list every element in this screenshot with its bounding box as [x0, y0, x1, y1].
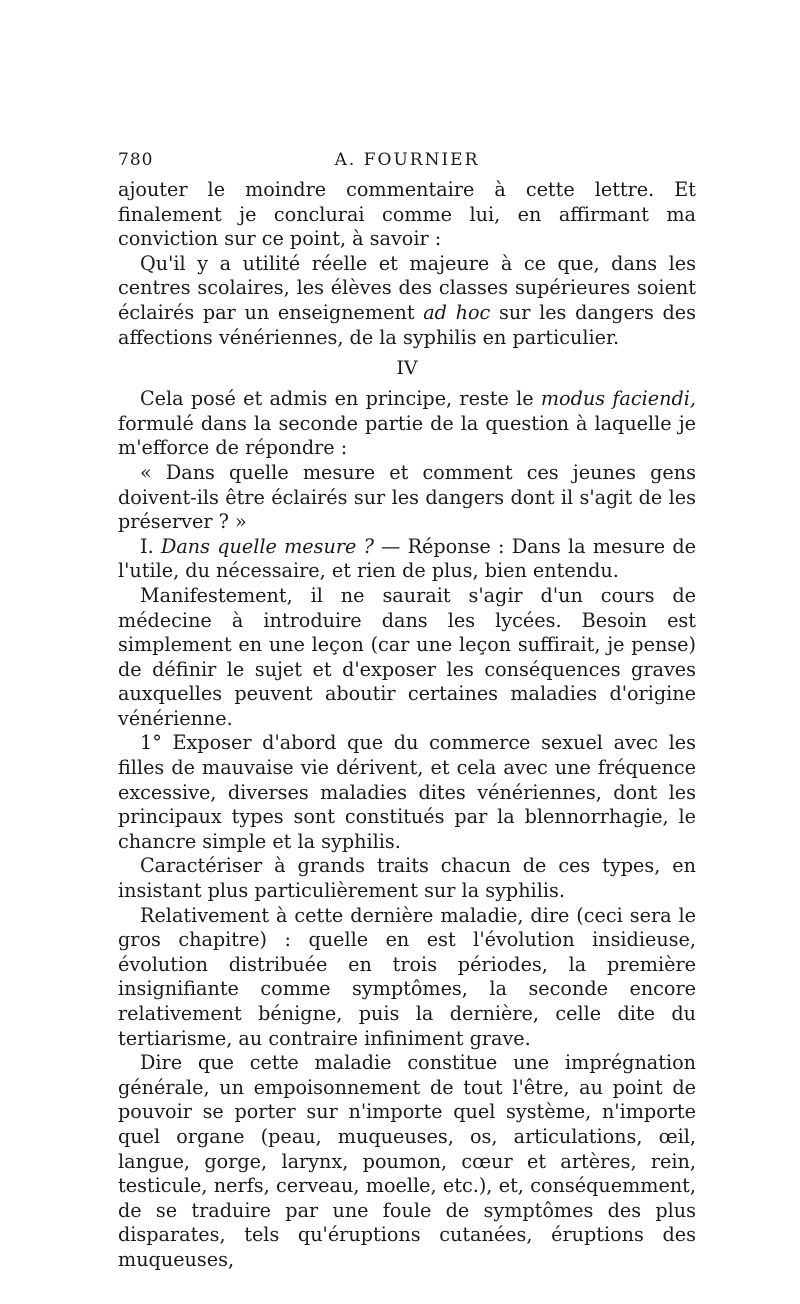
paragraph: « Dans quelle mesure et comment ces jeunes gens doivent-ils être éclairés sur les dangers dont il s'agit de les préserver ? » [118, 460, 696, 534]
text-run: Qu'il y a utilité réelle et majeure à ce que, dans les centres scolaires, les élèves des classes supérieures soient éclairés par un enseignement [118, 251, 696, 324]
paragraph: Manifestement, il ne saurait s'agir d'un cours de médecine à introduire dans les lycées. Besoin est simplement en une leçon (car une leçon suffirait, je pense) de définir le sujet et d'exposer les conséquences graves auxquelles peuvent aboutir certaines maladies d'origine vénérienne. [118, 583, 696, 730]
paragraph [118, 252, 696, 350]
paragraph: ajouter le moindre commentaire à cette lettre. Et finalement je conclurai comme lui, en affirmant ma conviction sur ce point, à savoir : [118, 178, 696, 251]
section-heading: IV [396, 357, 418, 380]
paragraph: Dire que cette maladie constitue une imprégnation générale, un empoisonnement de tout l'être, au point de pouvoir se porter sur n'importe quel système, n'importe quel organe (peau, muqueuses, os, articulations, œil, langue, gorge, larynx, poumon, cœur et artères, rein, testicule, nerfs, cerveau, moelle, etc.), et, conséquemment, de se traduire par une foule de symptômes des plus disparates, tels qu'éruptions cutanées, éruptions des muqueuses, [118, 1051, 696, 1271]
paragraph [118, 535, 696, 584]
page-header [118, 150, 696, 178]
paragraph: Relativement à cette dernière maladie, dire (ceci sera le gros chapitre) : quelle en est l'évolution insidieuse, évolution distribuée en trois périodes, la première insignifiante comme symptômes, la seconde encore relativement bénigne, puis la dernière, celle dite du tertiarisme, au contraire infiniment grave. [118, 903, 696, 1050]
page-number: 780 [118, 150, 154, 170]
text-run: Cela posé et admis en principe, reste le [140, 387, 541, 411]
text-run: — Réponse : Dans la mesure de l'utile, du nécessaire, et rien de plus, bien entendu. [118, 534, 696, 583]
paragraph [118, 387, 696, 461]
italic-text: ad hoc [423, 300, 491, 324]
book-page [118, 150, 696, 1273]
text-run: I. [140, 534, 161, 558]
body-text [118, 178, 696, 1273]
paragraph: Caractériser à grands traits chacun de ces types, en insistant plus particulièrement sur la syphilis. [118, 854, 696, 903]
running-head: A. FOURNIER [334, 150, 480, 170]
text-run: formulé dans la seconde partie de la question à laquelle je m'efforce de répondre : [118, 411, 696, 460]
italic-text: Dans quelle mesure ? [160, 534, 374, 558]
text-run: sur les dangers des affections vénériennes, de la syphilis en particulier. [118, 300, 697, 349]
paragraph: 1° Exposer d'abord que du commerce sexuel avec les filles de mauvaise vie dérivent, et cela avec une fréquence excessive, diverses maladies dites vénériennes, dont les principaux types sont constitués par la blennorrhagie, le chancre simple et la syphilis. [118, 731, 696, 853]
italic-text: modus faciendi, [540, 387, 696, 411]
